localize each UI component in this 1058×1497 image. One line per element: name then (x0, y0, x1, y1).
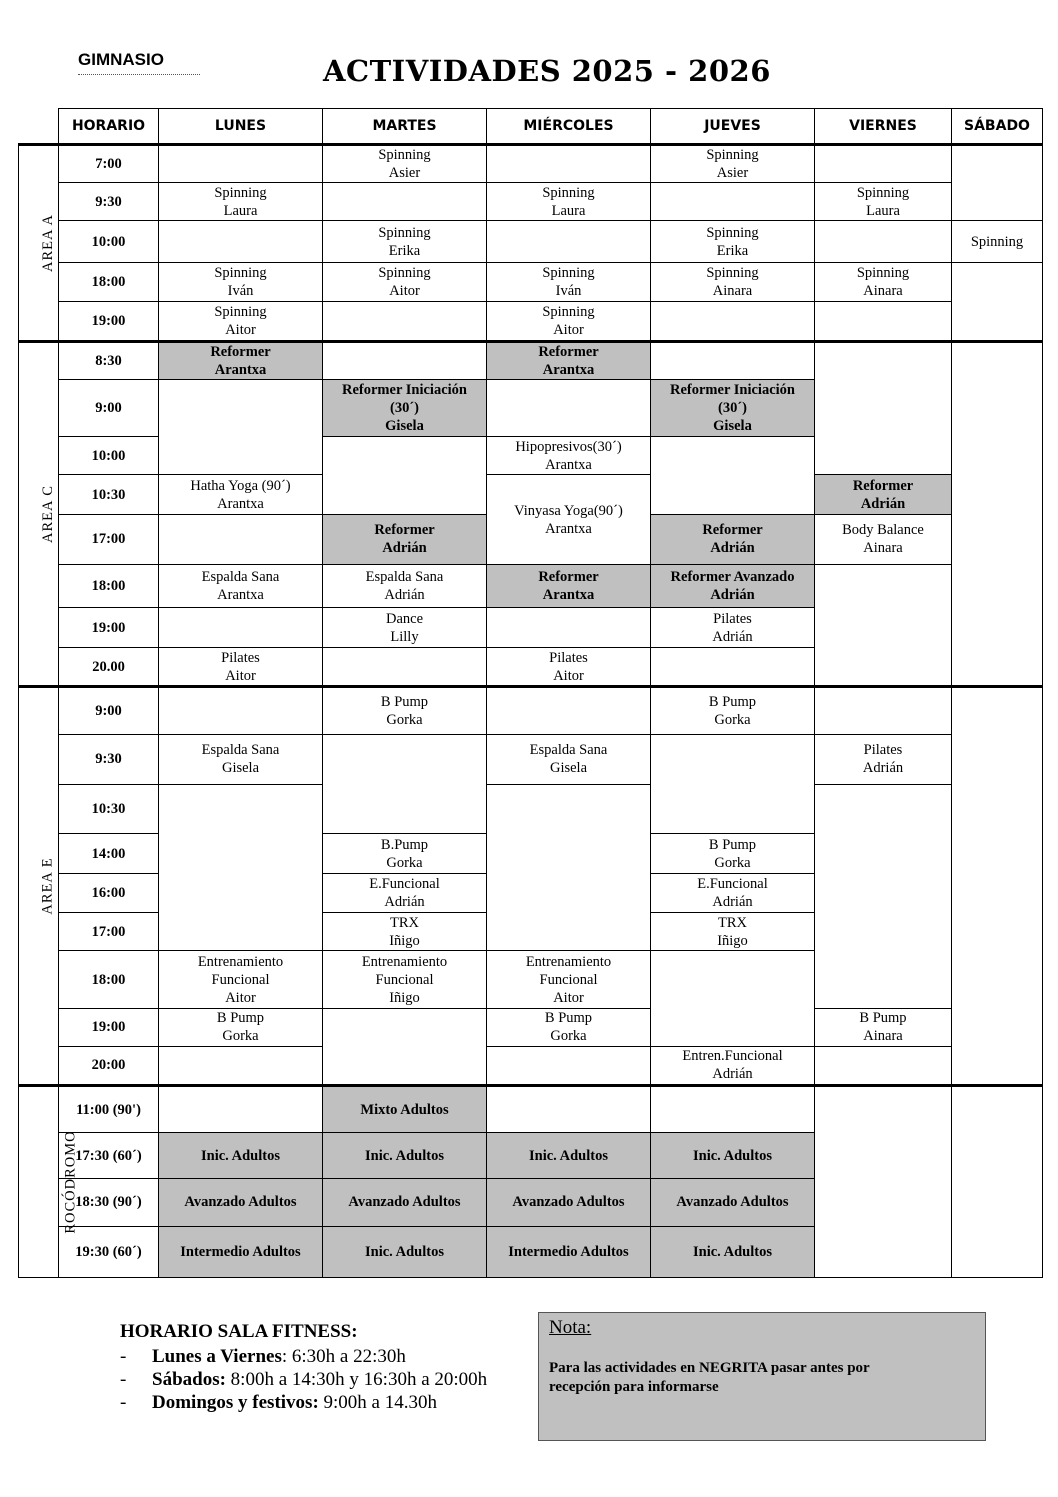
empty-cell (651, 951, 815, 1046)
class-cell-bold: Inic. Adultos (323, 1133, 487, 1179)
class-cell-bold: Reformer Iniciación (30´) Gisela (323, 380, 487, 437)
class-cell-bold: Mixto Adultos (323, 1085, 487, 1132)
class-cell-bold: Reformer Arantxa (487, 564, 651, 607)
time-slot: 9:30 (59, 734, 159, 784)
class-cell: Spinning Aitor (487, 301, 651, 341)
empty-cell (323, 734, 487, 833)
class-cell: Pilates Aitor (159, 648, 323, 687)
class-cell: Vinyasa Yoga(90´) Arantxa (487, 475, 651, 564)
class-cell: Spinning Laura (159, 183, 323, 221)
empty-cell (487, 221, 651, 262)
fitness-title: HORARIO SALA FITNESS: (120, 1321, 358, 1342)
logo-underline (78, 74, 200, 79)
class-cell: Spinning Asier (651, 145, 815, 183)
time-slot: 18:00 (59, 951, 159, 1008)
empty-cell (651, 437, 815, 514)
class-cell-bold: Inic. Adultos (487, 1133, 651, 1179)
class-cell: Espalda Sana Gisela (487, 734, 651, 784)
time-slot: 9:00 (59, 380, 159, 437)
time-slot: 17:00 (59, 514, 159, 564)
time-slot: 19:30 (60´) (59, 1226, 159, 1278)
empty-cell (323, 648, 487, 687)
empty-cell (651, 341, 815, 379)
class-cell-bold: Intermedio Adultos (487, 1226, 651, 1278)
empty-cell (815, 145, 952, 183)
empty-cell (651, 183, 815, 221)
empty-cell (159, 514, 323, 564)
empty-cell (159, 784, 323, 951)
class-cell: B Pump Gorka (651, 833, 815, 873)
empty-cell (815, 221, 952, 262)
class-cell-bold: Avanzado Adultos (159, 1179, 323, 1226)
empty-cell (815, 1046, 952, 1085)
time-slot: 8:30 (59, 341, 159, 379)
class-cell: Spinning Laura (815, 183, 952, 221)
empty-cell (487, 784, 651, 951)
time-slot: 7:00 (59, 145, 159, 183)
empty-cell (952, 341, 1043, 686)
time-slot: 11:00 (90') (59, 1085, 159, 1132)
class-cell: Spinning Erika (323, 221, 487, 262)
time-slot: 16:00 (59, 874, 159, 913)
class-cell: Pilates Aitor (487, 648, 651, 687)
class-cell-bold: Avanzado Adultos (487, 1179, 651, 1226)
header-horario: HORARIO (59, 109, 159, 145)
empty-cell (651, 301, 815, 341)
schedule-table (18, 108, 1042, 1278)
class-cell-bold: Reformer Avanzado Adrián (651, 564, 815, 607)
class-cell: Spinning Ainara (651, 262, 815, 301)
time-slot: 20.00 (59, 648, 159, 687)
class-cell-bold: Inic. Adultos (651, 1226, 815, 1278)
time-slot: 14:00 (59, 833, 159, 873)
time-slot: 18:00 (59, 262, 159, 301)
empty-cell (487, 608, 651, 648)
class-cell: Hipopresivos(30´) Arantxa (487, 437, 651, 475)
empty-cell (487, 380, 651, 437)
class-cell: Entren.Funcional Adrián (651, 1046, 815, 1085)
empty-cell (159, 687, 323, 734)
class-cell-bold: Inic. Adultos (159, 1133, 323, 1179)
time-slot: 10:30 (59, 784, 159, 833)
class-cell: Espalda Sana Adrián (323, 564, 487, 607)
header-sabado: SÁBADO (952, 109, 1043, 145)
class-cell: B Pump Gorka (323, 687, 487, 734)
area-c-label: AREA C (19, 341, 59, 686)
class-cell: Spinning Asier (323, 145, 487, 183)
class-cell: Spinning Aitor (323, 262, 487, 301)
rocodromo-label: ROCÓDROMO (19, 1085, 59, 1277)
note-text: Para las actividades en NEGRITA pasar antes por recepción para informarse (549, 1360, 870, 1395)
class-cell: Spinning (952, 221, 1043, 262)
time-slot: 18:30 (90´) (59, 1179, 159, 1226)
area-e-label: AREA E (19, 687, 59, 1086)
header-miercoles: MIÉRCOLES (487, 109, 651, 145)
empty-cell (323, 341, 487, 379)
class-cell-bold: Reformer Adrián (815, 475, 952, 514)
empty-cell (159, 221, 323, 262)
time-slot: 19:00 (59, 1008, 159, 1046)
empty-cell (487, 1085, 651, 1132)
class-cell-bold: Reformer Arantxa (159, 341, 323, 379)
header-lunes: LUNES (159, 109, 323, 145)
class-cell: Body Balance Ainara (815, 514, 952, 564)
empty-cell (952, 687, 1043, 1086)
class-cell-bold: Intermedio Adultos (159, 1226, 323, 1278)
time-slot: 20:00 (59, 1046, 159, 1085)
class-cell: Spinning Erika (651, 221, 815, 262)
empty-cell (159, 145, 323, 183)
empty-cell (323, 1008, 487, 1085)
class-cell: Entrenamiento Funcional Aitor (159, 951, 323, 1008)
class-cell-bold: Inic. Adultos (323, 1226, 487, 1278)
empty-cell (815, 564, 952, 686)
empty-cell (952, 262, 1043, 341)
logo-text: GIMNASIO (78, 50, 164, 69)
empty-cell (815, 301, 952, 341)
class-cell-bold: Inic. Adultos (651, 1133, 815, 1179)
class-cell: Spinning Iván (487, 262, 651, 301)
empty-cell (815, 784, 952, 1008)
time-slot: 10:00 (59, 221, 159, 262)
empty-cell (487, 687, 651, 734)
gym-logo (78, 44, 200, 84)
time-slot: 17:00 (59, 913, 159, 951)
header-viernes: VIERNES (815, 109, 952, 145)
class-cell-bold: Reformer Adrián (323, 514, 487, 564)
header-corner (19, 109, 59, 145)
class-cell: Spinning Laura (487, 183, 651, 221)
class-cell: TRX Iñigo (651, 913, 815, 951)
fitness-hours (120, 1320, 500, 1414)
class-cell: Spinning Ainara (815, 262, 952, 301)
class-cell: TRX Iñigo (323, 913, 487, 951)
class-cell: Pilates Adrián (651, 608, 815, 648)
empty-cell (487, 145, 651, 183)
time-slot: 18:00 (59, 564, 159, 607)
empty-cell (487, 1046, 651, 1085)
note-box (538, 1312, 986, 1441)
time-slot: 17:30 (60´) (59, 1133, 159, 1179)
header-martes: MARTES (323, 109, 487, 145)
class-cell: Dance Lilly (323, 608, 487, 648)
note-title: Nota: (549, 1317, 592, 1338)
class-cell: Spinning Iván (159, 262, 323, 301)
time-slot: 19:00 (59, 608, 159, 648)
time-slot: 9:30 (59, 183, 159, 221)
empty-cell (651, 648, 815, 687)
fitness-item: - Sábados: 8:00h a 14:30h y 16:30h a 20:00h (120, 1368, 500, 1391)
time-slot: 9:00 (59, 687, 159, 734)
class-cell: B.Pump Gorka (323, 833, 487, 873)
class-cell: B Pump Ainara (815, 1008, 952, 1046)
class-cell: E.Funcional Adrián (651, 874, 815, 913)
class-cell: Pilates Adrián (815, 734, 952, 784)
class-cell-bold: Avanzado Adultos (323, 1179, 487, 1226)
empty-cell (159, 608, 323, 648)
class-cell-bold: Avanzado Adultos (651, 1179, 815, 1226)
class-cell: E.Funcional Adrián (323, 874, 487, 913)
empty-cell (815, 341, 952, 475)
fitness-item: - Lunes a Viernes: 6:30h a 22:30h (120, 1345, 500, 1368)
empty-cell (159, 1085, 323, 1132)
time-slot: 10:00 (59, 437, 159, 475)
empty-cell (159, 380, 323, 475)
area-a-label: AREA A (19, 145, 59, 342)
class-cell: Espalda Sana Arantxa (159, 564, 323, 607)
class-cell: Spinning Aitor (159, 301, 323, 341)
class-cell-bold: Reformer Arantxa (487, 341, 651, 379)
class-cell: B Pump Gorka (651, 687, 815, 734)
empty-cell (815, 1085, 952, 1277)
class-cell: Entrenamiento Funcional Iñigo (323, 951, 487, 1008)
empty-cell (651, 734, 815, 833)
empty-cell (323, 437, 487, 514)
time-slot: 10:30 (59, 475, 159, 514)
header-jueves: JUEVES (651, 109, 815, 145)
empty-cell (815, 687, 952, 734)
class-cell: Espalda Sana Gisela (159, 734, 323, 784)
class-cell-bold: Reformer Iniciación (30´) Gisela (651, 380, 815, 437)
class-cell: Hatha Yoga (90´) Arantxa (159, 475, 323, 514)
fitness-item: - Domingos y festivos: 9:00h a 14.30h (120, 1391, 500, 1414)
class-cell-bold: Reformer Adrián (651, 514, 815, 564)
empty-cell (323, 301, 487, 341)
empty-cell (651, 1085, 815, 1132)
time-slot: 19:00 (59, 301, 159, 341)
class-cell: B Pump Gorka (159, 1008, 323, 1046)
page-title: ACTIVIDADES 2025 - 2026 (323, 54, 771, 88)
empty-cell (323, 183, 487, 221)
empty-cell (159, 1046, 323, 1085)
empty-cell (952, 145, 1043, 221)
empty-cell (952, 1085, 1043, 1277)
class-cell: B Pump Gorka (487, 1008, 651, 1046)
class-cell: Entrenamiento Funcional Aitor (487, 951, 651, 1008)
